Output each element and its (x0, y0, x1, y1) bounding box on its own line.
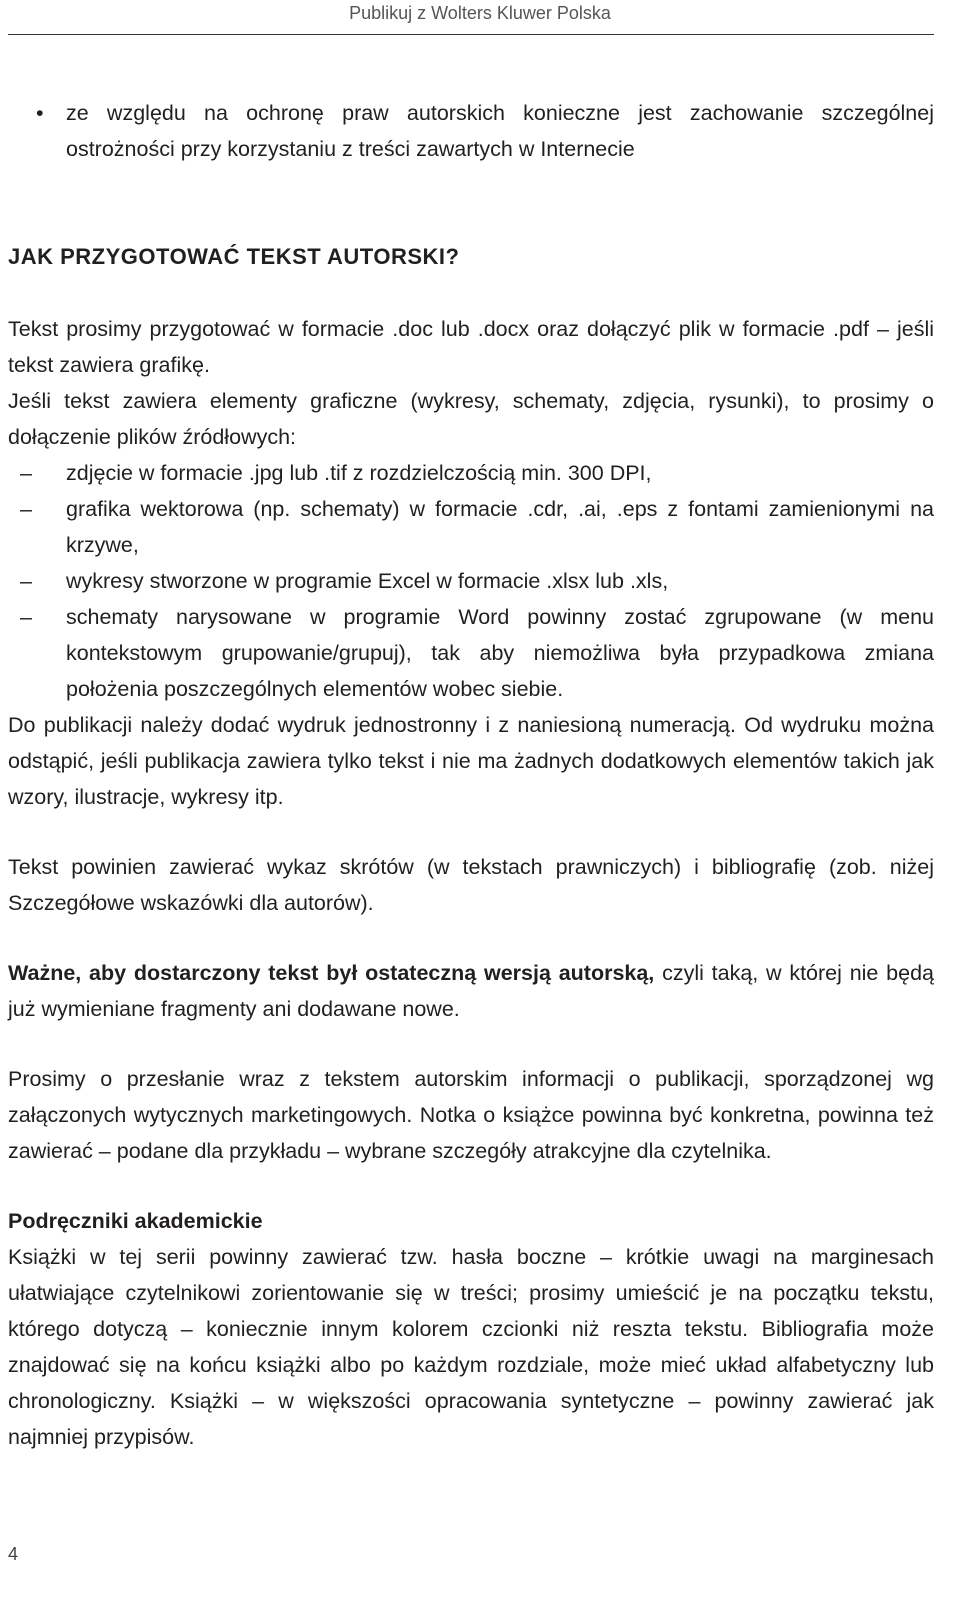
page-number: 4 (8, 1544, 19, 1564)
file-requirements-list (8, 455, 934, 707)
paragraph-abbreviations: Tekst powinien zawierać wykaz skrótów (w tekstach prawniczych) i bibliografię (zob. niżej Szczegółowe wskazówki dla autorów). (8, 855, 934, 915)
bullet-item-text: ze względu na ochronę praw autorskich konieczne jest zachowanie szczególnej ostrożności przy korzystaniu z treści zawartych w Internecie (66, 101, 934, 161)
page-content (8, 95, 934, 1455)
bullet-item (8, 95, 934, 167)
dash-icon: – (20, 605, 32, 629)
paragraph-printout: Do publikacji należy dodać wydruk jednostronny i z naniesioną numeracją. Od wydruku można odstąpić, jeśli publikacja zawiera tylko tekst i nie ma żadnych dodatkowych elementów takich jak wzory, ilustracje, wykresy itp. (8, 713, 934, 809)
dash-icon: – (20, 569, 32, 593)
paragraph-graphics: Jeśli tekst zawiera elementy graficzne (wykresy, schematy, zdjęcia, rysunki), to prosimy o dołączenie plików źródłowych: (8, 389, 934, 449)
list-item (8, 599, 934, 707)
bullet-icon: • (36, 101, 44, 125)
list-item-text: schematy narysowane w programie Word powinny zostać zgrupowane (w menu kontekstowym grupowanie/grupuj), tak aby niemożliwa była przypadkowa zmiana położenia poszczególnych elementów wobec siebie. (66, 605, 934, 701)
paragraph-academic: Książki w tej serii powinny zawierać tzw. hasła boczne – krótkie uwagi na marginesach ułatwiające czytelnikowi zorientowanie się w treści; prosimy umieścić je na początku tekstu, którego dotyczą – koniecznie innym kolorem czcionki niż reszta tekstu. Bibliografia może znajdować się na końcu książki albo po każdym rozdziale, może mieć układ alfabetyczny lub chronologiczny. Książki – w większości opracowania syntetyczne – powinny zawierać jak najmniej przypisów. (8, 1245, 934, 1449)
bullet-list (8, 95, 934, 167)
list-item-text: grafika wektorowa (np. schematy) w formacie .cdr, .ai, .eps z fontami zamienionymi na krzywe, (66, 497, 934, 557)
list-item (8, 563, 934, 599)
running-header (0, 0, 960, 34)
paragraph-final-version (8, 955, 934, 1027)
section-heading: JAK PRZYGOTOWAĆ TEKST AUTORSKI? (8, 244, 460, 269)
paragraph-marketing: Prosimy o przesłanie wraz z tekstem autorskim informacji o publikacji, sporządzonej wg załączonych wytycznych marketingowych. Notka o książce powinna być konkretna, powinna też zawierać – podane dla przykładu – wybrane szczegóły atrakcyjne dla czytelnika. (8, 1067, 934, 1163)
final-version-emphasis: Ważne, aby dostarczony tekst był ostateczną wersją autorską, (8, 961, 655, 985)
dash-icon: – (20, 461, 32, 485)
list-item-text: zdjęcie w formacie .jpg lub .tif z rozdzielczością min. 300 DPI, (66, 461, 652, 485)
list-item-text: wykresy stworzone w programie Excel w formacie .xlsx lub .xls, (66, 569, 669, 593)
dash-icon: – (20, 497, 32, 521)
list-item (8, 455, 934, 491)
paragraph-format: Tekst prosimy przygotować w formacie .doc lub .docx oraz dołączyć plik w formacie .pdf – jeśli tekst zawiera grafikę. (8, 317, 934, 377)
header-title: Publikuj z Wolters Kluwer Polska (349, 3, 611, 23)
list-item (8, 491, 934, 563)
subheading-academic: Podręczniki akademickie (8, 1209, 263, 1233)
header-divider (8, 34, 934, 35)
final-version-text: czyli taką, w której nie będą już wymieniane fragmenty ani dodawane nowe. (8, 961, 934, 1021)
